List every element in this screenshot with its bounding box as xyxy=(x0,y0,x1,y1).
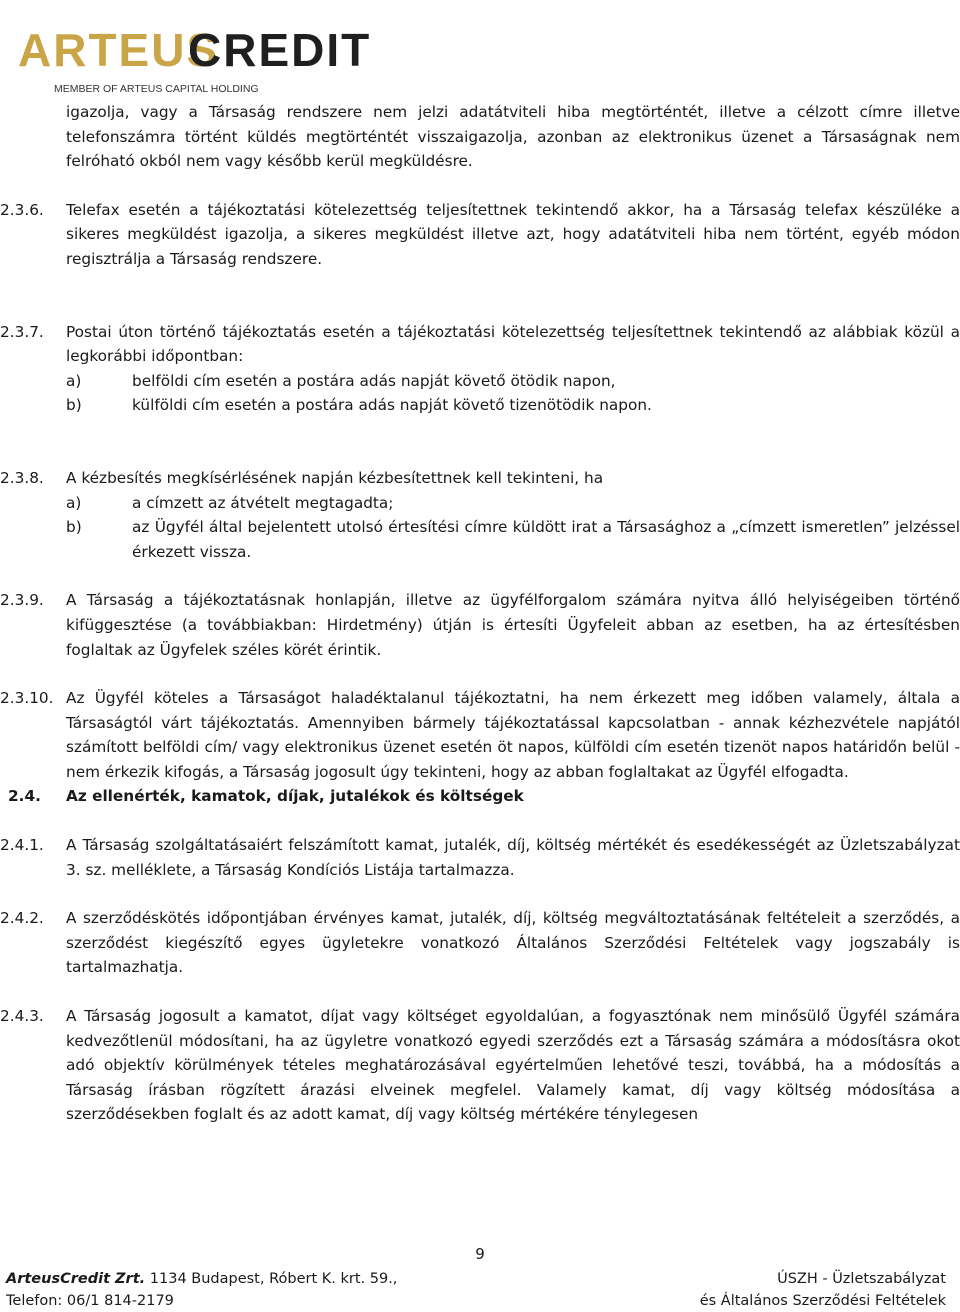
paragraph-continuation: igazolja, vagy a Társaság rendszere nem jelzi adatátviteli hiba megtörténtét, illetve a célzott címre illetve telefonszámra történt küldés megtörténtét visszaigazolja, azonban az elektronikus üzenet a Társaságnak nem felróható okból nem vagy később kerül megküldésre. xyxy=(66,103,960,171)
logo-tagline: MEMBER OF ARTEUS CAPITAL HOLDING xyxy=(54,83,259,95)
section-text: Telefax esetén a tájékoztatási kötelezettség teljesítettnek tekintendő akkor, ha a Társaság telefax készüléke a sikeres megküldést igazolja, a sikeres megküldést illetve azt, hogy adatátviteli hiba nem történt, egyéb módon regisztrálja a Társaság rendszere. xyxy=(66,200,960,268)
footer-doc-subtitle: és Általános Szerződési Feltételek xyxy=(699,1293,946,1309)
section-text: A Társaság jogosult a kamatot, díjat vagy költséget egyoldalúan, a fogyasztónak nem minősülő Ügyfél számára kedvezőtlenül módosítani, ha az ügyletre vonatkozó egyedi szerződés ezt a Társaság számára a módosításra okot adó objektív körülmények tételes meghatározásával egyértelműen lehetővé teszi, továbbá, ha a módosítás a Társaság írásban rögzített árazási elveinek megfelel. Valamely kamat, díj vagy költség módosítása a szerződésekben foglalt és az adott kamat, díj vagy költség mértékére ténylegesen xyxy=(66,1007,960,1124)
section-text: A Társaság szolgáltatásaiért felszámított kamat, jutalék, díj, költség mértékét és esedékességét az Üzletszabályzat 3. sz. melléklete, a Társaság Kondíciós Listája tartalmazza. xyxy=(66,836,960,879)
section-text: Postai úton történő tájékoztatás esetén a tájékoztatási kötelezettség teljesítettnek tekintendő az alábbiak közül a legkorábbi időpontban: xyxy=(66,322,960,366)
footer-right xyxy=(700,1268,946,1312)
section-2-4-1 xyxy=(0,833,960,882)
section-2-3-7 xyxy=(0,320,960,369)
list-label: b) xyxy=(66,518,82,537)
list-label: a) xyxy=(66,371,82,390)
section-number: 2.3.7. xyxy=(0,322,44,341)
list-label: b) xyxy=(66,396,82,415)
heading-number: 2.4. xyxy=(8,787,41,806)
section-number: 2.4.3. xyxy=(0,1007,44,1026)
section-text: A szerződéskötés időpontjában érvényes kamat, jutalék, díj, költség megváltoztatásának feltételeit a szerződés, a szerződést kiegészítő egyes ügyletekre vonatkozó Általános Szerződési Feltételek vagy jogszabály is tartalmazhatja. xyxy=(66,909,960,977)
list-item-b xyxy=(66,515,960,564)
list-item-b xyxy=(66,393,960,418)
footer-doc-title: ÚSZH - Üzletszabályzat xyxy=(777,1271,946,1287)
section-number: 2.4.1. xyxy=(0,836,44,855)
section-number: 2.3.10. xyxy=(0,689,54,708)
section-number: 2.3.8. xyxy=(0,468,44,487)
section-heading-2-4 xyxy=(8,784,960,809)
list-text: külföldi cím esetén a postára adás napját követő tizenötödik napon. xyxy=(132,396,652,415)
list-label: a) xyxy=(66,493,82,512)
footer-left xyxy=(6,1268,397,1312)
section-2-3-10 xyxy=(0,686,960,784)
footer-company: ArteusCredit Zrt. xyxy=(6,1271,146,1287)
list-text: a címzett az átvételt megtagadta; xyxy=(132,493,394,512)
section-text: A kézbesítés megkísérlésének napján kézbesítettnek kell tekinteni, ha xyxy=(66,468,604,487)
company-logo xyxy=(16,8,372,98)
logo-word-credit: CREDIT xyxy=(188,24,372,76)
page-number: 9 xyxy=(475,1245,485,1263)
list-text: belföldi cím esetén a postára adás napját követő ötödik napon, xyxy=(132,371,616,390)
section-2-4-2 xyxy=(0,906,960,980)
list-item-a xyxy=(66,491,960,516)
section-number: 2.3.9. xyxy=(0,591,44,610)
logo-word-arteus: ARTEUS xyxy=(18,24,220,76)
section-text: A Társaság a tájékoztatásnak honlapján, illetve az ügyfélforgalom számára nyitva álló helyiségeiben történő kifüggesztése (a továbbiakban: Hirdetmény) útján is értesíti Ügyfeleit abban az esetben, ha az értesítésben foglaltak az Ügyfelek széles körét érintik. xyxy=(66,591,960,659)
section-text: Az Ügyfél köteles a Társaságot haladéktalanul tájékoztatni, ha nem érkezett meg időben valamely, általa a Társaságtól várt tájékoztatás. Amennyiben bármely tájékoztatással kapcsolatban - annak kézhezvétele napjától számított belföldi cím/ vagy elektronikus üzenet esetén öt napos, külföldi cím esetén tizenöt napos határidőn belül - nem érkezik kifogás, a Társaság jogosult úgy tekinteni, hogy az abban foglaltakat az Ügyfél elfogadta. xyxy=(66,689,960,781)
section-2-3-6 xyxy=(0,198,960,272)
section-number: 2.3.6. xyxy=(0,200,44,219)
list-item-a xyxy=(66,369,960,394)
section-2-3-8 xyxy=(0,466,960,491)
list-text: az Ügyfél által bejelentett utolsó értesítési címre küldött irat a Társasághoz a „címzett ismeretlen” jelzéssel érkezett vissza. xyxy=(132,518,960,561)
footer-phone: Telefon: 06/1 814-2179 xyxy=(6,1293,174,1309)
document-body xyxy=(0,100,960,1127)
section-2-3-9 xyxy=(0,588,960,662)
section-number: 2.4.2. xyxy=(0,909,44,928)
arteus-credit-logo-mark xyxy=(16,8,372,98)
section-2-4-3 xyxy=(0,1004,960,1127)
heading-text: Az ellenérték, kamatok, díjak, jutalékok és költségek xyxy=(66,787,524,806)
footer-address: 1134 Budapest, Róbert K. krt. 59., xyxy=(149,1271,398,1287)
